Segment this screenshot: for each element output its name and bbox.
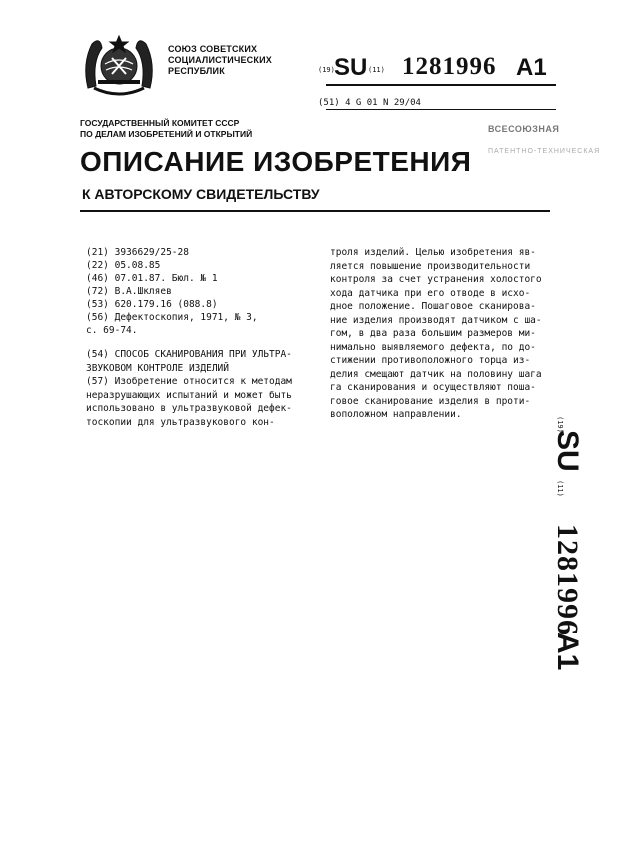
abstract-column-left — [86, 348, 292, 429]
inid-code-19: (19) — [318, 66, 335, 74]
side-country-code: SU — [551, 430, 584, 472]
abstract-line: га сканирования и осуществляют поша- — [330, 382, 536, 393]
biblio-line: (56) Дефектоскопия, 1971, № 3, — [86, 312, 258, 323]
patent-number: 1281996 — [402, 53, 497, 80]
abstract-line: гом, в два раза большим размеров ми- — [330, 328, 536, 339]
side-patent-number: 1281996 — [551, 524, 584, 636]
biblio-line: с. 69-74. — [86, 325, 138, 336]
bibliographic-data — [86, 246, 316, 337]
biblio-line: (21) 3936629/25-28 — [86, 247, 189, 258]
library-stamp: ВСЕСОЮЗНАЯ — [488, 124, 560, 134]
ussr-emblem-icon — [78, 30, 160, 100]
abstract-line: использовано в ультразвуковой дефек- — [86, 403, 292, 414]
library-stamp-faded: ПАТЕНТНО-ТЕХНИЧЕСКАЯ — [488, 148, 601, 155]
abstract-line: ляется повышение производительности — [330, 260, 531, 272]
abstract-line: говое сканирование изделия в проти- — [330, 395, 531, 407]
committee-line: ПО ДЕЛАМ ИЗОБРЕТЕНИЙ И ОТКРЫТИЙ — [80, 129, 253, 139]
country-code: SU — [334, 54, 368, 81]
document-title: ОПИСАНИЕ ИЗОБРЕТЕНИЯ — [80, 146, 472, 177]
divider — [80, 210, 550, 212]
committee-line: ГОСУДАРСТВЕННЫЙ КОМИТЕТ СССР — [80, 118, 240, 128]
side-inid-code-19: (19) — [556, 416, 564, 433]
patent-code-header — [318, 54, 560, 84]
abstract-line: стижении противоположного торца из- — [330, 355, 531, 366]
abstract-line: хода датчика при его отводе в исхо- — [330, 287, 531, 299]
abstract-line: воположном направлении. — [330, 409, 462, 420]
inid-code-11: (11) — [368, 66, 385, 74]
biblio-line: (53) 620.179.16 (088.8) — [86, 299, 218, 310]
side-inid-code-11: (11) — [556, 480, 564, 497]
abstract-line: делия смещают датчик на половину шага — [330, 368, 542, 380]
committee-name — [80, 118, 252, 140]
document-subtitle: К АВТОРСКОМУ СВИДЕТЕЛЬСТВУ — [82, 186, 320, 202]
abstract-line: дное положение. Пошаговое сканирова- — [330, 301, 536, 312]
divider — [326, 84, 556, 86]
kind-code: A1 — [516, 54, 547, 81]
org-line: СОЮЗ СОВЕТСКИХ — [168, 44, 258, 54]
abstract-line: (54) СПОСОБ СКАНИРОВАНИЯ ПРИ УЛЬТРА- — [86, 349, 292, 360]
org-line: РЕСПУБЛИК — [168, 66, 225, 76]
abstract-line: ЗВУКОВОМ КОНТРОЛЕ ИЗДЕЛИЙ — [86, 362, 229, 374]
abstract-line: нимально выявляемого дефекта, по до- — [330, 341, 536, 353]
biblio-line: (22) 05.08.85 — [86, 260, 161, 271]
abstract-line: ние изделия производят датчиком с ша- — [330, 314, 542, 326]
abstract-line: неразрушающих испытаний и может быть — [86, 389, 292, 401]
org-line: СОЦИАЛИСТИЧЕСКИХ — [168, 55, 272, 65]
ipc-classification: (51) 4 G 01 N 29/04 — [318, 98, 421, 108]
abstract-line: тоскопии для ультразвукового кон- — [86, 416, 275, 428]
abstract-line: контроля за счет устранения холостого — [330, 274, 542, 285]
side-kind-code: A1 — [551, 632, 584, 671]
abstract-line: (57) Изобретение относится к методам — [86, 376, 292, 387]
divider — [326, 109, 556, 110]
biblio-line: (72) В.А.Шкляев — [86, 286, 172, 297]
abstract-column-right — [330, 246, 542, 422]
side-patent-code — [546, 416, 586, 676]
biblio-line: (46) 07.01.87. Бюл. № 1 — [86, 273, 218, 284]
abstract-line: троля изделий. Целью изобретения яв- — [330, 247, 536, 258]
org-name — [168, 44, 272, 77]
